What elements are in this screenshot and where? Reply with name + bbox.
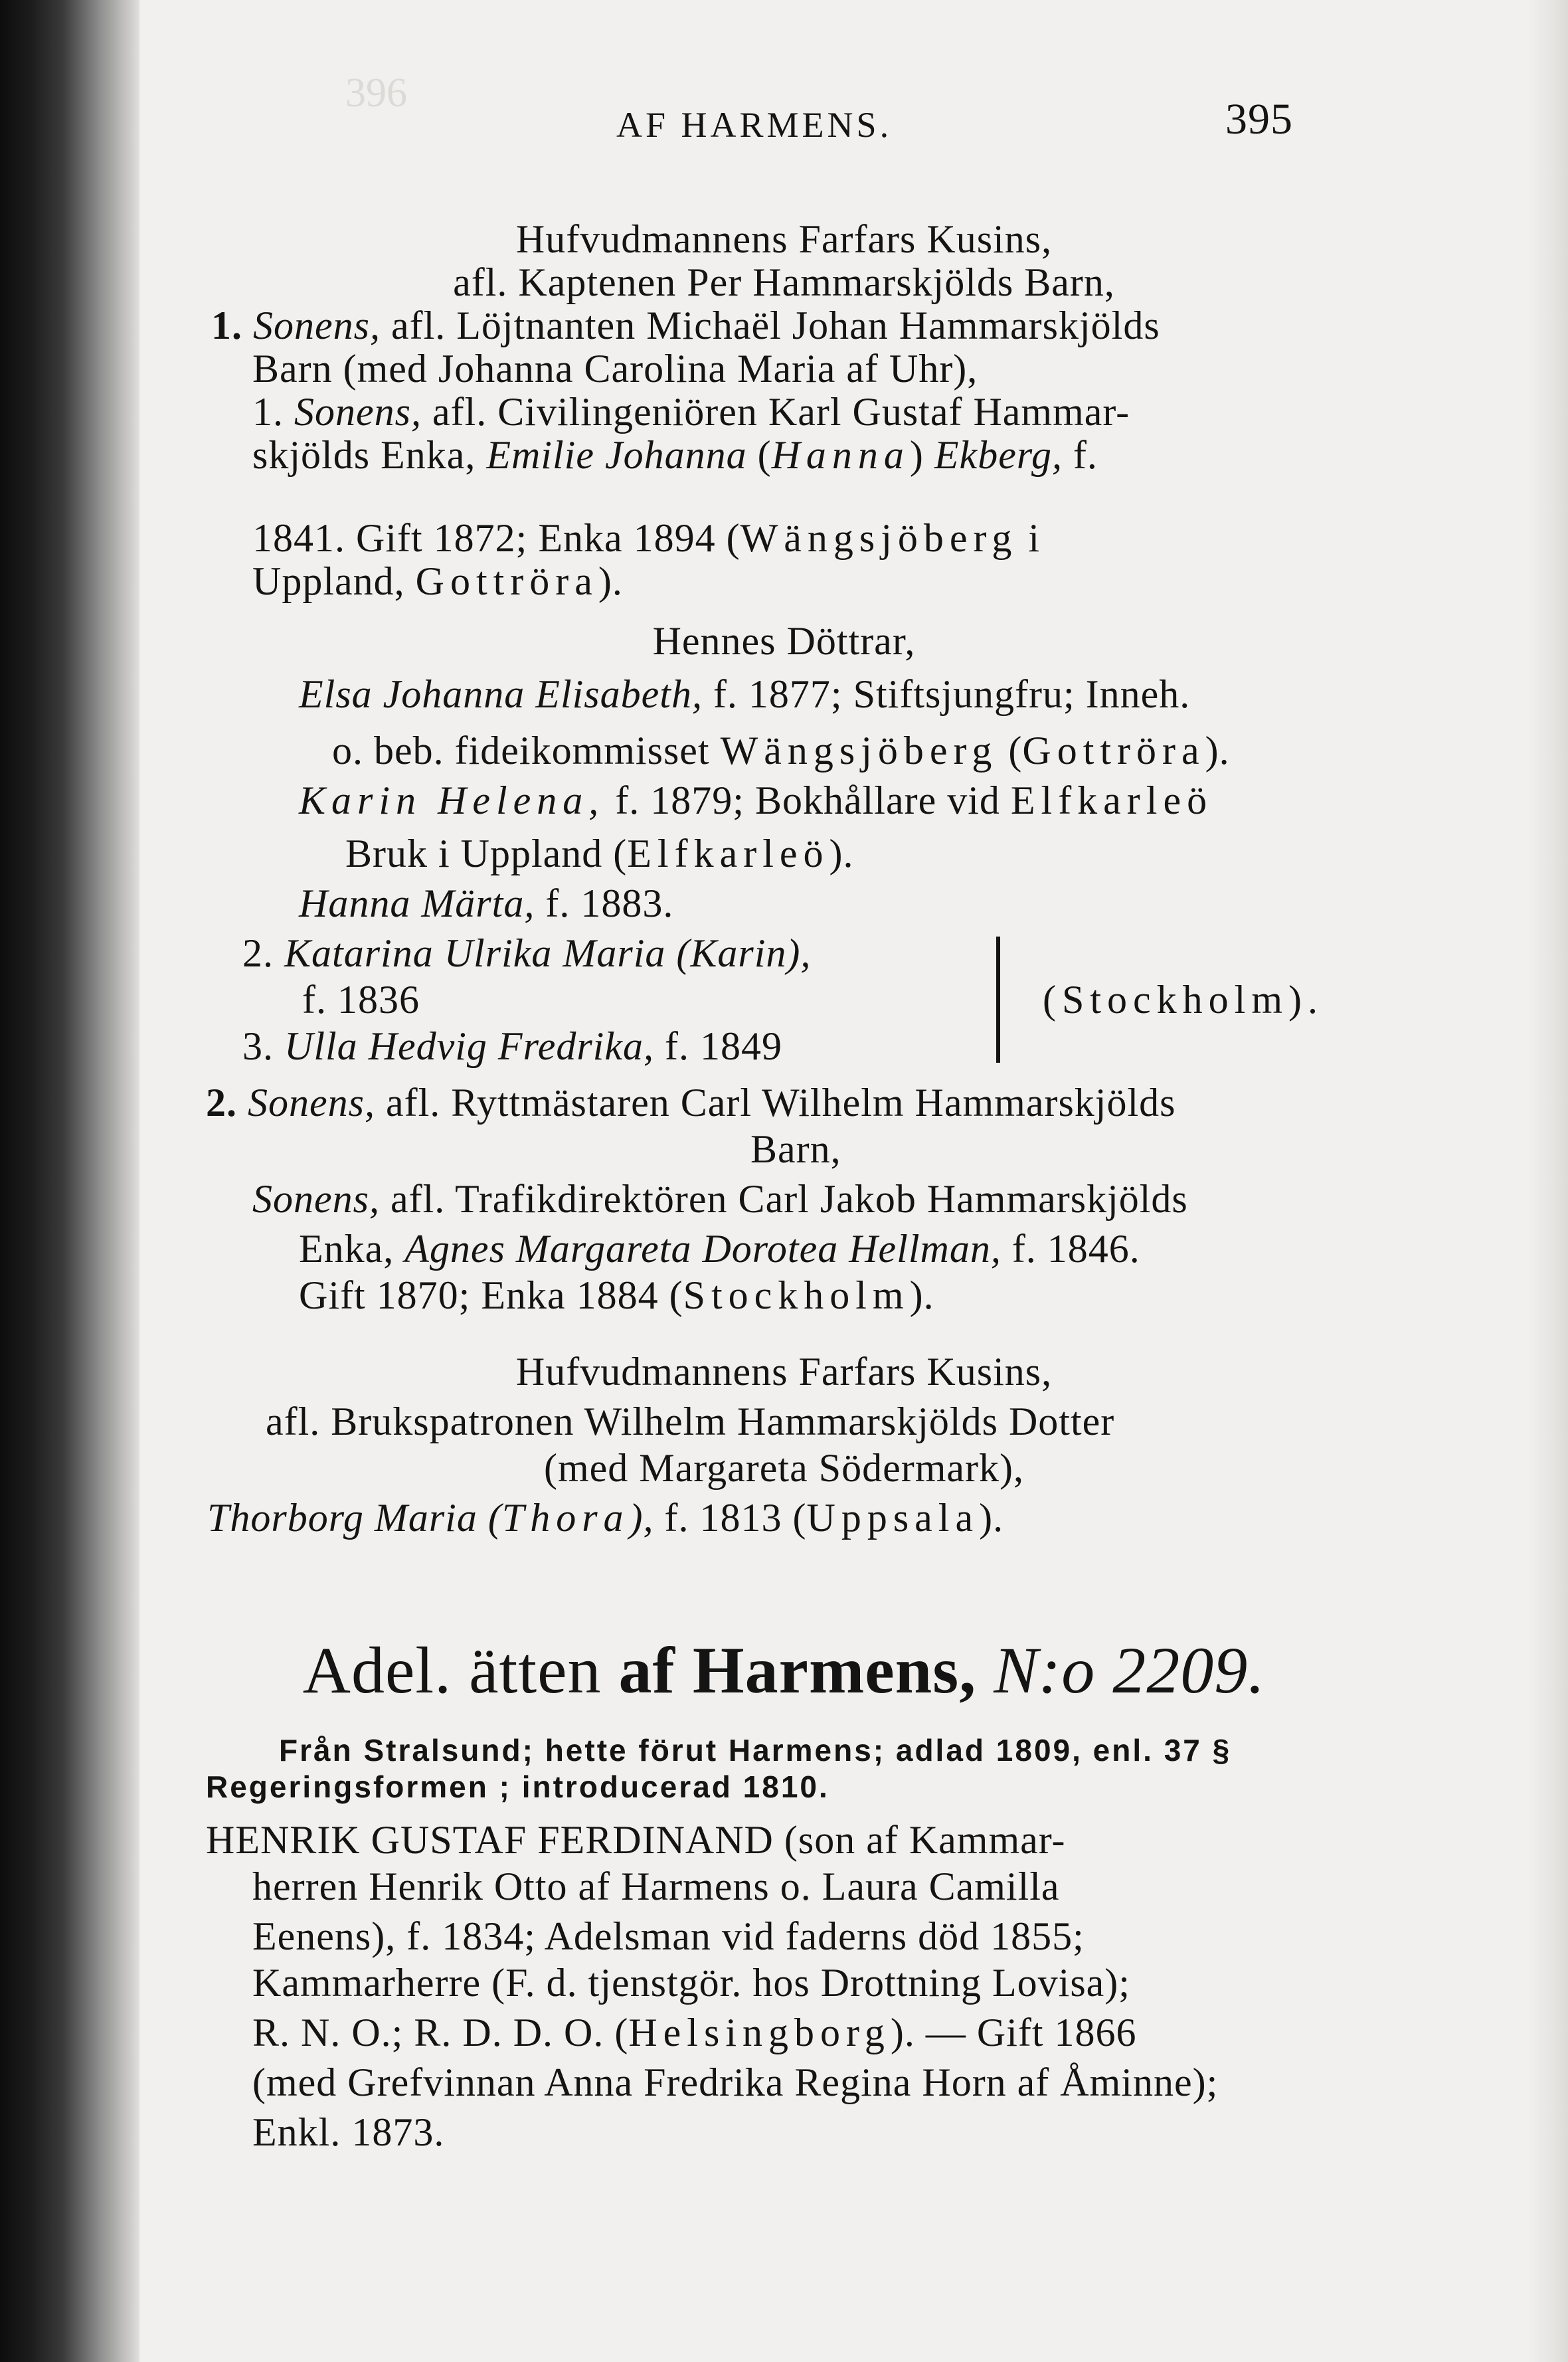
section-title: Adel. ätten af Harmens, N:o 2209. — [302, 1633, 1266, 1707]
brace-line — [996, 937, 1000, 1063]
page-edge — [1528, 0, 1568, 2362]
text-line-1: Hufvudmannens Farfars Kusins, — [515, 217, 1053, 261]
text-line-2: afl. Kaptenen Per Hammarskjölds Barn, — [453, 260, 1115, 304]
text-line-9: Hennes Döttrar, — [652, 619, 916, 663]
running-head: AF HARMENS. — [616, 105, 893, 145]
text-line-25: (med Margareta Södermark), — [544, 1446, 1024, 1490]
bleed-through-page-number: 396 — [345, 70, 407, 116]
page-number: 395 — [1225, 95, 1293, 143]
page-gutter — [0, 0, 139, 2362]
text-line-23: Hufvudmannens Farfars Kusins, — [515, 1350, 1053, 1394]
